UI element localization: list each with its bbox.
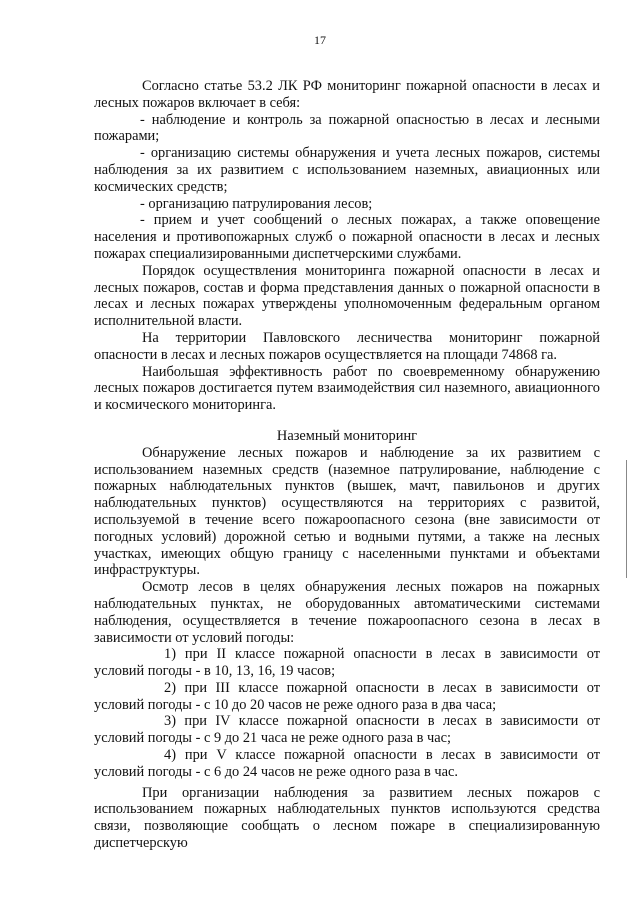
paragraph-ground-detection: Обнаружение лесных пожаров и наблюдение за их развитием с использованием наземных средств (наземное патрулирование, наблюдение с пожарных наблюдательных пунктов (вышек, мачт, павильонов и других наблюдательных пунктов) осуществляются на территориях с развитой, используемой в течение всего пожароопасного сезона (вне зависимости от погодных условий) дорожной сетью и водными путями, а также на лесных участках, имеющих общую границу с населенными пунктами и объектами инфраструктуры. [94, 444, 600, 579]
paragraph-procedure: Порядок осуществления мониторинга пожарной опасности в лесах и лесных пожаров, состав и форма представления данных о пожарной опасности в лесах и лесных пожарах утверждены уполномоченным федеральным органом исполнительной власти. [94, 262, 600, 330]
paragraph-intro: Согласно статье 53.2 ЛК РФ мониторинг пожарной опасности в лесах и лесных пожаров включает в себя: [94, 78, 600, 111]
scan-margin-line [626, 460, 627, 578]
list-item-detection-system: - организацию системы обнаружения и учета лесных пожаров, системы наблюдения за их развитием с использованием наземных, авиационных или космических средств; [94, 145, 600, 195]
paragraph-communication: При организации наблюдения за развитием лесных пожаров с использованием пожарных наблюдательных пунктов используются средства связи, позволяющие сообщать о лесном пожаре в специализированную диспетчерскую [94, 784, 600, 852]
list-item-class-4: 3) при IV классе пожарной опасности в лесах в зависимости от условий погоды - с 9 до 21 часа не реже одного раза в час; [94, 713, 600, 747]
list-item-class-2: 1) при II классе пожарной опасности в лесах в зависимости от условий погоды - в 10, 13, 16, 19 часов; [94, 646, 600, 680]
list-item-class-3: 2) при III классе пожарной опасности в лесах в зависимости от условий погоды - с 10 до 20 часов не реже одного раза в два часа; [94, 679, 600, 713]
list-item-patrolling: - организацию патрулирования лесов; [140, 195, 373, 212]
paragraph-efficiency: Наибольшая эффективность работ по своевременному обнаружению лесных пожаров достигается путем взаимодействия сил наземного, авиационного и космического мониторинга. [94, 363, 600, 414]
list-item-observation: - наблюдение и контроль за пожарной опасностью в лесах и лесными пожарами; [94, 111, 600, 145]
section-heading: Наземный мониторинг [276, 427, 418, 444]
document-body [94, 78, 600, 852]
list-item-reports: - прием и учет сообщений о лесных пожарах, а также оповещение населения и противопожарных служб о пожарной опасности в лесах и лесных пожарах специализированными диспетчерскими службами. [94, 212, 600, 262]
page-number: 17 [314, 33, 326, 47]
list-item-class-5: 4) при V классе пожарной опасности в лесах в зависимости от условий погоды - с 6 до 24 часов не реже одного раза в час. [94, 747, 600, 780]
paragraph-inspection: Осмотр лесов в целях обнаружения лесных пожаров на пожарных наблюдательных пунктах, не оборудованных автоматическими системами наблюдения, осуществляется в течение пожароопасного сезона в лесах в зависимости от условий погоды: [94, 579, 600, 646]
paragraph-territory: На территории Павловского лесничества мониторинг пожарной опасности в лесах и лесных пожаров осуществляется на площади 74868 га. [94, 329, 600, 363]
